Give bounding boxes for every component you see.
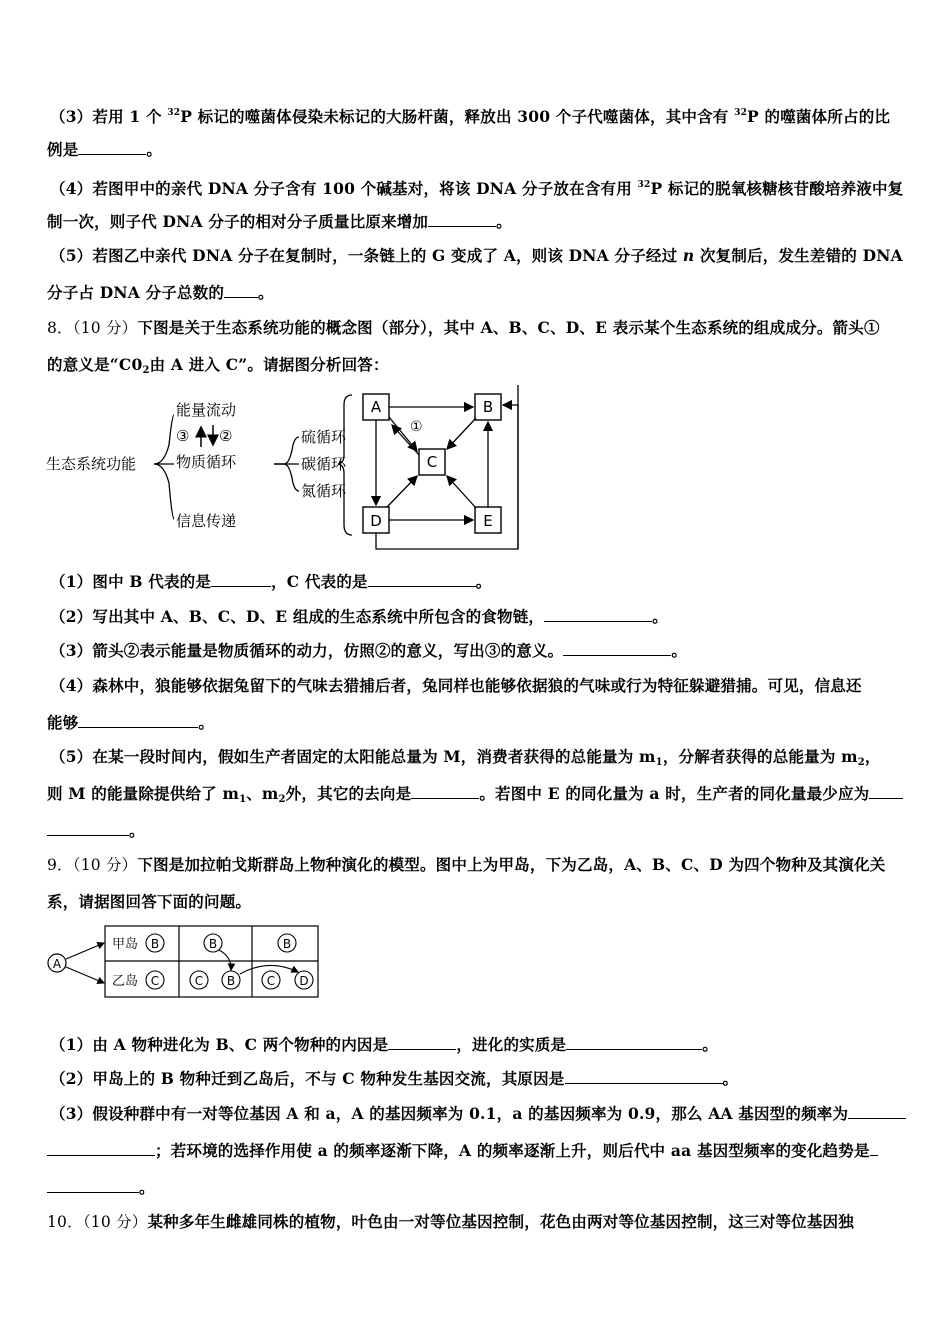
species-c-label: C [150,974,160,988]
node-e-label: E [483,512,493,530]
answer-blank[interactable] [211,572,271,587]
q7-part4-line1: （4）若图甲中的亲代 DNA 分子含有 100 个碱基对，将该 DNA 分子放在含有用 $^{32}$P 标记的脱氧核糖核苷酸培养液中复 [50,179,904,198]
label-island-jia: 甲岛 [112,937,139,952]
q9-sub2: （2）甲岛上的 B 物种迁到乙岛后，不与 C 物种发生基因交流，其原因是 。 [50,1069,739,1088]
q8-sub1: （1）图中 B 代表的是 ，C 代表的是 。 [50,572,492,591]
q8-intro-line1: 8．（10 分）下图是关于生态系统功能的概念图（部分），其中 A、B、C、D、E 表示某个生态系统的组成成分。箭头① [47,318,880,337]
answer-blank[interactable] [565,1069,723,1084]
node-c-label: C [426,453,438,471]
label-arrow-1: ① [410,419,423,435]
node-b-label: B [482,398,494,416]
q7-part3-line2: 例是 。 [47,140,163,159]
label-material-cycle: 物质循环 [176,453,237,471]
species-b-label: B [150,937,160,951]
q7-part3-line1: （3）若用 1 个 $^{32}$P 标记的噬菌体侵染未标记的大肠杆菌，释放出 300 个子代噬菌体，其中含有 $^{32}$P 的噬菌体所占的比 [50,107,891,126]
answer-blank[interactable] [47,1141,155,1156]
label-information-transfer: 信息传递 [176,512,237,530]
q8-sub4-line2: 能够 。 [47,713,215,732]
q9-intro-line1: 9．（10 分）下图是加拉帕戈斯群岛上物种演化的模型。图中上为甲岛，下为乙岛，A、B、C、D 为四个物种及其演化关 [47,855,886,874]
q9-sub3-line1: （3）假设种群中有一对等位基因 A 和 a，A 的基因频率为 0.1，a 的基因频率为 0.9，那么 AA 基因型的频率为 [50,1104,910,1124]
q8-intro-line2: 的意义是“$C0_2$由 A 进入 C”。请据图分析回答： [47,355,389,376]
species-b-label: B [208,937,218,951]
answer-blank[interactable] [78,713,198,728]
species-b-label: B [226,974,236,988]
answer-blank[interactable] [870,1141,878,1156]
q10-intro: 10．（10 分）某种多年生雌雄同株的植物，叶色由一对等位基因控制，花色由两对等位基因控制，这三对等位基因独 [47,1212,854,1231]
answer-blank[interactable] [47,1178,139,1193]
q9-intro-line2: 系，请据图回答下面的问题。 [47,892,252,911]
answer-blank[interactable] [224,283,258,298]
q9-sub3-line2: ；若环境的选择作用使 a 的频率逐渐下降，A 的频率逐渐上升，则后代中 aa 基因型频率的变化趋势是 [47,1141,907,1161]
label-carbon-cycle: 碳循环 [301,455,347,473]
q8-sub5-line3: 。 [47,821,907,841]
answer-blank[interactable] [78,140,146,155]
answer-blank[interactable] [411,784,479,799]
label-arrow-3: ③ [176,427,190,445]
answer-blank[interactable] [544,607,652,622]
q8-sub5-line1: （5）在某一段时间内，假如生产者固定的太阳能总量为 M，消费者获得的总能量为 $m_1$，分解者获得的总能量为 $m_2$， [50,747,881,768]
answer-blank[interactable] [563,641,671,656]
q8-sub3: （3）箭头②表示能量是物质循环的动力，仿照②的意义，写出③的意义。 。 [50,641,688,660]
species-c-label: C [194,974,204,988]
answer-blank[interactable] [566,1035,702,1050]
q8-sub5-line2: 则 M 的能量除提供给了 $m_1$、$m_2$外，其它的去向是 。若图中 E 的同化量为 a 时，生产者的同化量最少应为 [47,784,907,810]
label-arrow-2: ② [219,427,233,445]
q7-part5-line2: 分子占 DNA 分子总数的 。 [47,283,274,302]
label-ecosystem-function: 生态系统功能 [46,455,137,473]
answer-blank[interactable] [428,212,496,227]
answer-blank[interactable] [388,1035,456,1050]
q9-sub1: （1）由 A 物种进化为 B、C 两个物种的内因是 ，进化的实质是 。 [50,1035,718,1054]
species-a-label: A [52,957,62,971]
species-b-label: B [282,937,292,951]
answer-blank[interactable] [368,572,476,587]
label-sulfur-cycle: 硫循环 [301,428,347,446]
answer-blank[interactable] [869,784,903,799]
label-island-yi: 乙岛 [112,974,139,989]
label-energy-flow: 能量流动 [176,401,237,419]
species-d-label: D [299,974,309,988]
node-d-label: D [370,512,382,530]
q8-sub2: （2）写出其中 A、B、C、D、E 组成的生态系统中所包含的食物链， 。 [50,607,668,626]
q7-part4-line2: 制一次，则子代 DNA 分子的相对分子质量比原来增加 。 [47,212,512,231]
answer-blank[interactable] [848,1104,906,1119]
answer-blank[interactable] [47,821,129,836]
q7-part5-line1: （5）若图乙中亲代 DNA 分子在复制时，一条链上的 G 变成了 A，则该 DNA 分子经过 n 次复制后，发生差错的 DNA [50,246,903,265]
node-a-label: A [370,398,382,416]
species-c-label: C [266,974,276,988]
label-nitrogen-cycle: 氮循环 [301,482,347,500]
island-evolution-diagram [44,922,324,1002]
q8-sub4-line1: （4）森林中，狼能够依据兔留下的气味去猎捕后者，兔同样也能够依据狼的气味或行为特征躲避猎捕。可见，信息还 [50,676,862,695]
q9-sub3-line3: 。 [47,1178,907,1198]
ecosystem-concept-diagram [44,385,534,557]
